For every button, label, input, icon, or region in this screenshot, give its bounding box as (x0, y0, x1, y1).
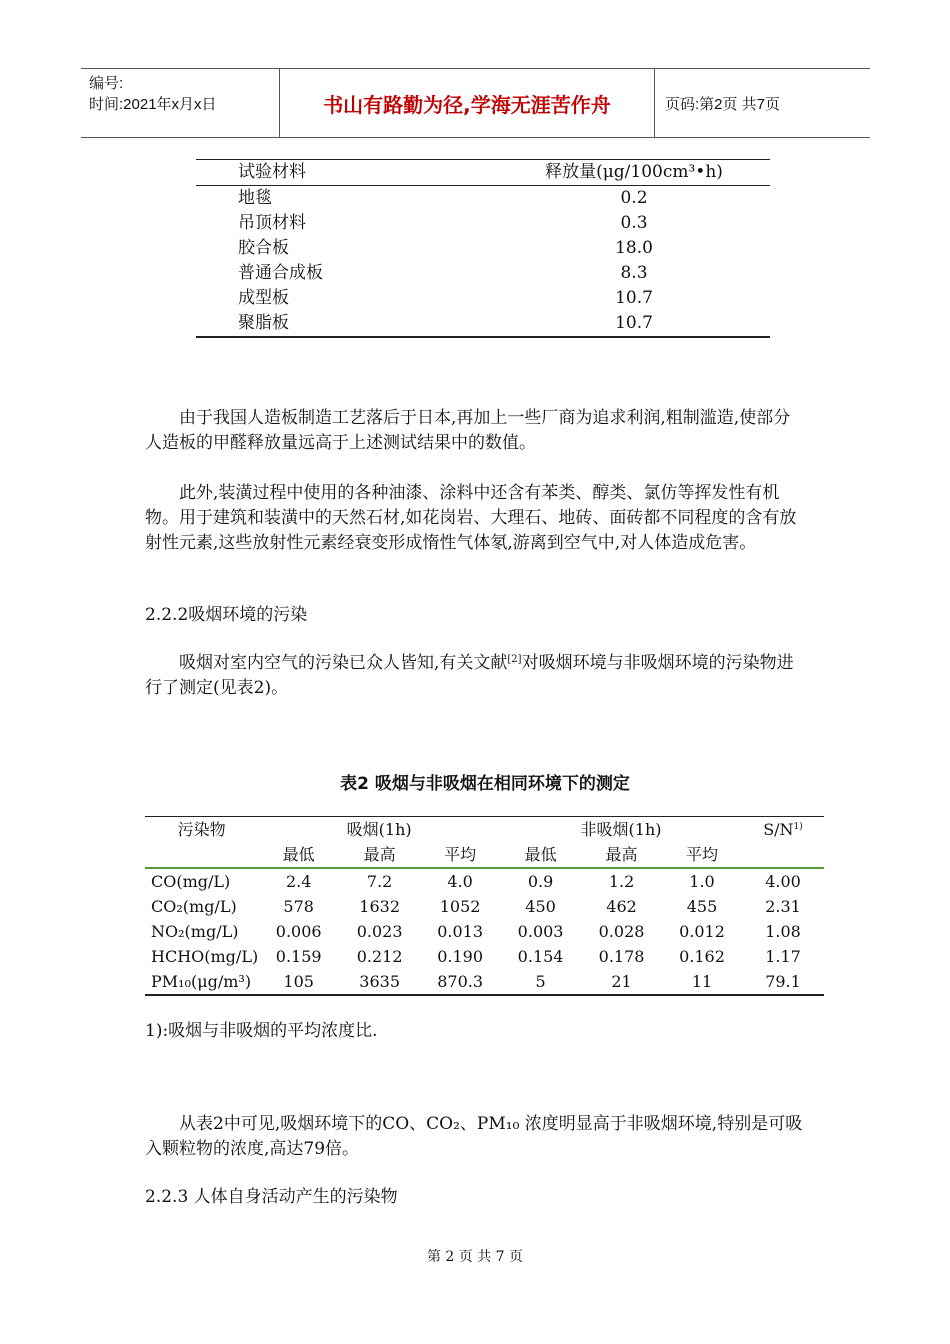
smoking-table-header (145, 817, 824, 843)
citation-ref: [2] (507, 654, 522, 665)
col-nonsmoke: 非吸烟(1h) (500, 817, 742, 843)
cell-value: 4.0 (447, 872, 473, 891)
cell-value: 0.154 (517, 947, 564, 966)
release-value: 0.3 (620, 213, 648, 233)
smoking-table-subheader (145, 842, 824, 868)
cell-value: 3635 (339, 969, 420, 995)
paragraph-smoking (145, 651, 805, 701)
cell-value: 0.012 (679, 922, 725, 941)
cell-value: 2.4 (285, 872, 312, 891)
col-release: 释放量(μg/100cm³•h) (498, 160, 770, 186)
pollutant-name: HCHO(mg/L) (151, 947, 259, 966)
table-row (196, 211, 770, 236)
smoking-table (145, 816, 824, 996)
material-name: 吊顶材料 (238, 213, 306, 233)
cell-value: 1.0 (689, 872, 715, 891)
pollutant-name: PM₁₀(μg/m³) (145, 969, 258, 995)
release-value: 18.0 (615, 238, 653, 258)
table2-footnote: 1):吸烟与非吸烟的平均浓度比. (145, 1021, 378, 1041)
cell-value: 0.190 (437, 947, 484, 966)
material-name: 普通合成板 (238, 263, 323, 283)
cell-value: 870.3 (420, 969, 500, 995)
cell-value: 0.162 (679, 947, 725, 966)
table-row (196, 236, 770, 261)
material-name: 聚脂板 (196, 311, 498, 337)
cell-value: 1052 (439, 897, 481, 916)
material-name: 地毯 (238, 188, 272, 208)
col-sn-label: S/N (763, 820, 794, 839)
table-row (196, 186, 770, 212)
pollutant-name: NO₂(mg/L) (151, 922, 239, 941)
paragraph-smoking-text-b: 对吸烟环境与非吸烟环境的污染物进行了测定(见表2)。 (145, 653, 794, 698)
table-row (196, 311, 770, 337)
col-material: 试验材料 (196, 160, 498, 186)
col-pollutant: 污染物 (145, 817, 258, 843)
cell-value: 0.159 (275, 947, 322, 966)
sub-max: 最高 (581, 842, 662, 868)
release-table-header (196, 160, 770, 186)
table-row (145, 868, 824, 894)
sub-avg: 平均 (420, 842, 500, 868)
release-table (196, 159, 770, 338)
cell-value: 0.013 (437, 922, 484, 941)
table2-caption: 表2 吸烟与非吸烟在相同环境下的测定 (340, 774, 630, 794)
cell-value: 11 (662, 969, 742, 995)
col-sn (742, 817, 824, 843)
table-row (145, 894, 824, 919)
cell-value: 105 (258, 969, 339, 995)
page-footer: 第 2 页 共 7 页 (426, 1249, 524, 1265)
section-heading-human: 2.2.3 人体自身活动产生的污染物 (145, 1187, 398, 1207)
col-sn-note: 1) (793, 822, 803, 832)
cell-value: 7.2 (366, 872, 393, 891)
release-value: 10.7 (498, 311, 770, 337)
pollutant-name: CO(mg/L) (151, 872, 231, 891)
pollutant-name: CO₂(mg/L) (151, 897, 237, 916)
header-date-label: 时间:2021年x月x日 (89, 96, 217, 113)
cell-value: 0.9 (527, 872, 554, 891)
table-row (145, 969, 824, 995)
section-heading-smoking: 2.2.2吸烟环境的污染 (145, 605, 308, 625)
material-name: 胶合板 (238, 238, 289, 258)
release-value: 0.2 (620, 188, 648, 208)
cell-value: 455 (686, 897, 718, 916)
release-value: 8.3 (620, 263, 648, 283)
cell-value: 0.212 (356, 947, 403, 966)
material-name: 成型板 (238, 288, 289, 308)
sub-min: 最低 (500, 842, 581, 868)
col-smoke: 吸烟(1h) (258, 817, 500, 843)
header-number-label: 编号: (89, 75, 124, 92)
header-page-info: 页码:第2页 共7页 (665, 95, 781, 113)
release-value: 10.7 (615, 288, 653, 308)
sub-max: 最高 (339, 842, 420, 868)
cell-value: 462 (606, 897, 637, 916)
paragraph-smoking-text-a: 吸烟对室内空气的污染已众人皆知,有关文献 (179, 653, 508, 673)
cell-value: 0.003 (517, 922, 564, 941)
cell-value: 4.00 (765, 872, 801, 891)
table-row (196, 261, 770, 286)
cell-value: 1632 (359, 897, 400, 916)
cell-value: 21 (581, 969, 662, 995)
paragraph-decoration: 此外,装潢过程中使用的各种油漆、涂料中还含有苯类、醇类、氯仿等挥发性有机物。用于建筑和装潢中的天然石材,如花岗岩、大理石、地砖、面砖都不同程度的含有放射性元素,这些放射性元素经衰变形成惰性气体氡,游离到空气中,对人体造成危害。 (145, 483, 797, 553)
cell-value: 5 (500, 969, 581, 995)
cell-value: 1.2 (608, 872, 635, 891)
cell-value: 0.006 (275, 922, 322, 941)
cell-value: 0.023 (356, 922, 403, 941)
header-meta (81, 69, 280, 137)
cell-value: 1.17 (765, 947, 801, 966)
cell-value: 79.1 (742, 969, 824, 995)
paragraph-wood-panels: 由于我国人造板制造工艺落后于日本,再加上一些厂商为追求利润,粗制滥造,使部分人造板的甲醛释放量远高于上述测试结果中的数值。 (145, 408, 791, 453)
cell-value: 1.08 (765, 922, 801, 941)
sub-min: 最低 (258, 842, 339, 868)
paragraph-conclusion: 从表2中可见,吸烟环境下的CO、CO₂、PM₁₀ 浓度明显高于非吸烟环境,特别是可吸入颗粒物的浓度,高达79倍。 (145, 1114, 803, 1159)
page-header (81, 68, 870, 138)
table-row (145, 944, 824, 969)
cell-value: 450 (525, 897, 556, 916)
cell-value: 0.028 (598, 922, 645, 941)
table-row (196, 286, 770, 311)
cell-value: 0.178 (598, 947, 645, 966)
sub-avg: 平均 (662, 842, 742, 868)
header-motto: 书山有路勤为径,学海无涯苦作舟 (280, 69, 655, 137)
cell-value: 2.31 (765, 897, 801, 916)
cell-value: 578 (283, 897, 314, 916)
table-row (145, 919, 824, 944)
